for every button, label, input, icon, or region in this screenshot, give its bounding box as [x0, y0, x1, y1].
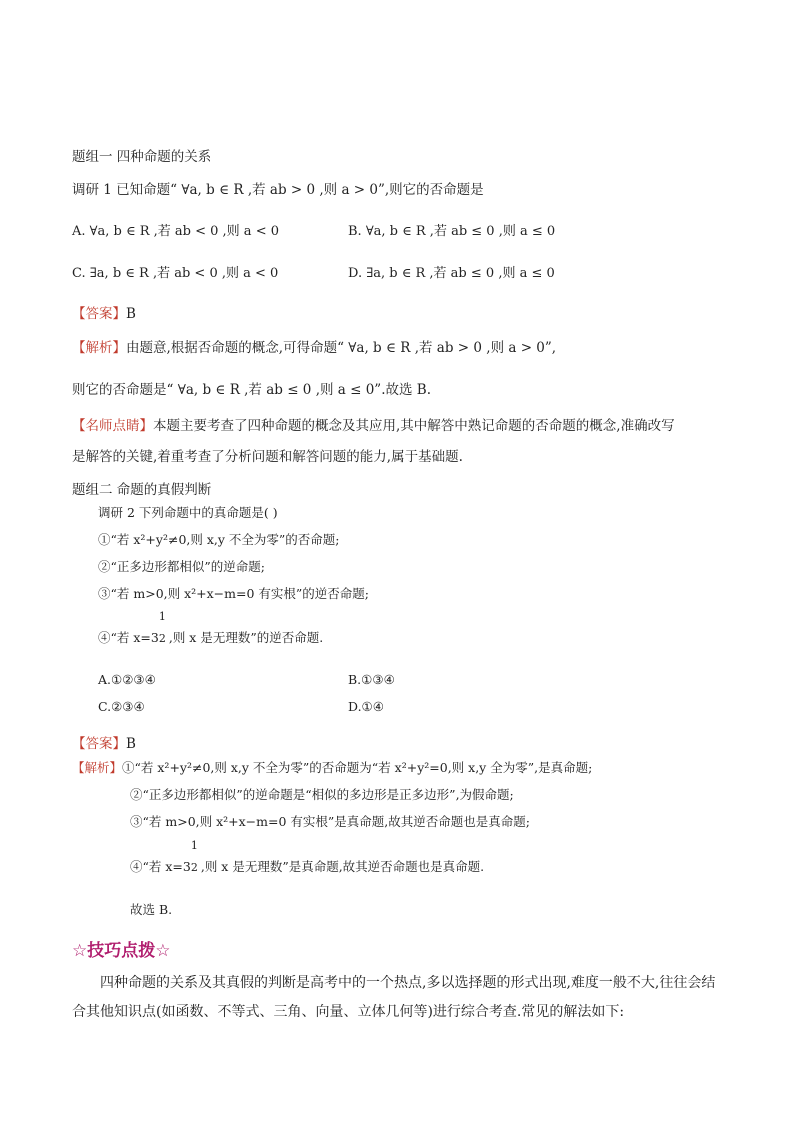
- analysis-4-prefix: ④“若 x=3: [130, 859, 191, 874]
- analysis-1-line1: [72, 336, 556, 356]
- analysis-fraction: [190, 839, 201, 874]
- item-4-suffix: ,则 x 是无理数”的逆否命题.: [168, 630, 324, 645]
- question-2: 调研 2 下列命题中的真命题是( ): [98, 505, 278, 520]
- teacher-text: 本题主要考查了四种命题的概念及其应用,其中解答中熟记命题的否命题的概念,准确改写: [153, 418, 675, 434]
- option-b: B. ∀a, b ∈ R ,若 ab ≤ 0 ,则 a ≤ 0: [348, 224, 556, 239]
- analysis-1-line2: 则它的否命题是“ ∀a, b ∈ R ,若 ab ≤ 0 ,则 a ≤ 0”.故选 B.: [72, 382, 432, 398]
- option-2d: D.①④: [348, 699, 384, 714]
- item-3: ③“若 m>0,则 x²+x−m=0 有实根”的逆否命题;: [98, 586, 370, 601]
- analysis-fraction-denominator: 2: [190, 861, 198, 874]
- teacher-label: 【名师点睛】: [72, 418, 153, 434]
- option-2a: A.①②③④: [98, 672, 156, 687]
- fraction-denominator: 2: [158, 632, 166, 645]
- analysis-2-line4: [130, 839, 485, 875]
- option-2c: C.②③④: [98, 699, 145, 714]
- fraction: [158, 610, 169, 645]
- item-2: ②“正多边形都相似”的逆命题;: [98, 559, 265, 574]
- analysis-2-conclusion: 故选 B.: [130, 902, 173, 917]
- analysis-2-line3: ③“若 m>0,则 x²+x−m=0 有实根”是真命题,故其逆否命题也是真命题;: [130, 814, 530, 829]
- option-c: C. ∃a, b ∈ R ,若 ab < 0 ,则 a < 0: [72, 266, 279, 281]
- answer-label: 【答案】: [72, 306, 126, 322]
- teacher-note-line2: 是解答的关键,着重考查了分析问题和解答问题的能力,属于基础题.: [72, 449, 463, 465]
- answer-value-2: B: [126, 736, 136, 752]
- option-d: D. ∃a, b ∈ R ,若 ab ≤ 0 ,则 a ≤ 0: [348, 266, 555, 281]
- analysis-2-line1: [72, 758, 592, 776]
- group2-title: 题组二 命题的真假判断: [72, 482, 212, 498]
- answer-1: [72, 302, 136, 322]
- analysis-2-line2: ②“正多边形都相似”的逆命题是“相似的多边形是正多边形”,为假命题;: [130, 787, 514, 802]
- option-2b: B.①③④: [348, 672, 395, 687]
- analysis-4-suffix: ,则 x 是无理数”是真命题,故其逆否命题也是真命题.: [200, 859, 485, 874]
- fraction-numerator: 1: [158, 610, 166, 623]
- analysis-text: 由题意,根据否命题的概念,可得命题“ ∀a, b ∈ R ,若 ab > 0 ,则 a > 0”,: [126, 340, 557, 356]
- option-a: A. ∀a, b ∈ R ,若 ab < 0 ,则 a < 0: [72, 224, 279, 239]
- question-1: 调研 1 已知命题“ ∀a, b ∈ R ,若 ab > 0 ,则 a > 0”,则它的否命题是: [72, 182, 484, 198]
- analysis-2-text1: ①“若 x²+y²≠0,则 x,y 不全为零”的否命题为“若 x²+y²=0,则 x,y 全为零”,是真命题;: [122, 760, 593, 775]
- teacher-note-line1: [72, 414, 675, 434]
- analysis-fraction-numerator: 1: [190, 839, 198, 852]
- group1-title: 题组一 四种命题的关系: [72, 149, 212, 165]
- analysis-label-2: 【解析】: [72, 760, 123, 775]
- answer-label-2: 【答案】: [72, 736, 126, 752]
- answer-2: [72, 732, 136, 752]
- tips-title: ☆技巧点拨☆: [72, 941, 171, 961]
- item-1: ①“若 x²+y²≠0,则 x,y 不全为零”的否命题;: [98, 532, 340, 547]
- item-4-prefix: ④“若 x=3: [98, 630, 159, 645]
- tips-paragraph: 四种命题的关系及其真假的判断是高考中的一个热点,多以选择题的形式出现,难度一般不大,往往会结合其他知识点(如函数、不等式、三角、向量、立体几何等)进行综合考查.常见的解法如下:: [72, 975, 716, 1020]
- answer-value: B: [126, 306, 136, 322]
- analysis-label: 【解析】: [72, 340, 126, 356]
- item-4: [98, 610, 324, 646]
